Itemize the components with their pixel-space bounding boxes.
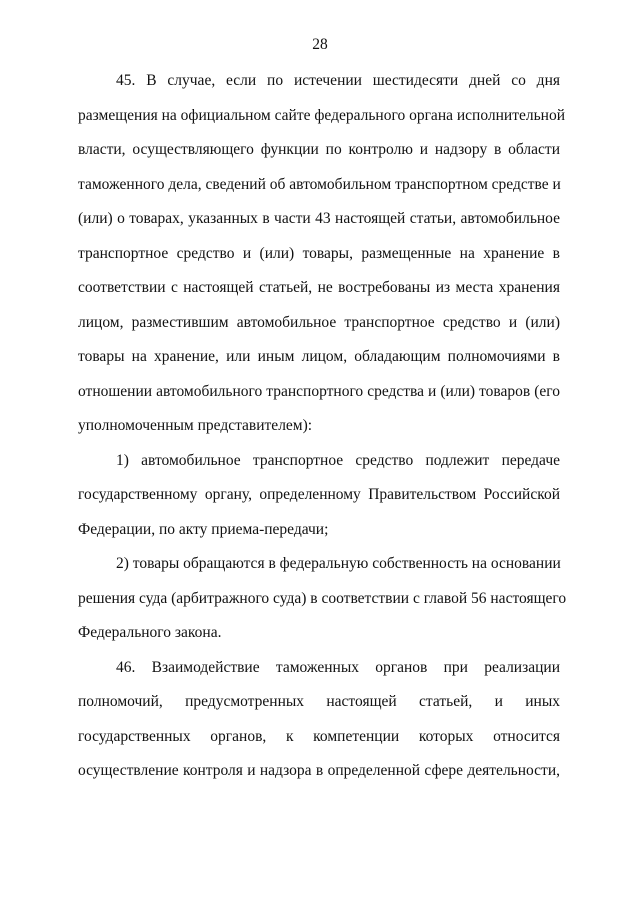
paragraph-45-line-6: транспортное средство и (или) товары, размещенные на хранение в: [78, 245, 560, 262]
paragraph-45-line-8: лицом, разместившим автомобильное транспортное средство и (или): [78, 314, 560, 331]
paragraph-45-line-4: таможенного дела, сведений об автомобильном транспортном средстве и: [78, 176, 561, 193]
paragraph-45-line-5: (или) о товарах, указанных в части 43 настоящей статьи, автомобильное: [78, 210, 560, 227]
paragraph-45-line-10: отношении автомобильного транспортного средства и (или) товаров (его: [78, 383, 560, 400]
paragraph-45-line-2: размещения на официальном сайте федерального органа исполнительной: [78, 107, 566, 124]
item-2-line-3: Федерального закона.: [78, 624, 222, 641]
paragraph-46-line-2: полномочий, предусмотренных настоящей статьей, и иных: [78, 693, 560, 710]
paragraph-45-line-1: 45. В случае, если по истечении шестидесяти дней со дня: [116, 72, 560, 89]
page-number: 28: [312, 36, 328, 53]
paragraph-46-line-3: государственных органов, к компетенции которых относится: [78, 728, 560, 745]
item-2-line-2: решения суда (арбитражного суда) в соответствии с главой 56 настоящего: [78, 590, 567, 607]
paragraph-45-line-3: власти, осуществляющего функции по контролю и надзору в области: [78, 141, 560, 158]
paragraph-45-line-11: уполномоченным представителем):: [78, 417, 313, 434]
item-1-line-3: Федерации, по акту приема-передачи;: [78, 521, 329, 538]
item-1-line-2: государственному органу, определенному Правительством Российской: [78, 486, 560, 503]
item-1-line-1: 1) автомобильное транспортное средство подлежит передаче: [116, 452, 560, 469]
paragraph-45-line-7: соответствии с настоящей статьей, не востребованы из места хранения: [78, 279, 560, 296]
paragraph-45-line-9: товары на хранение, или иным лицом, обладающим полномочиями в: [78, 348, 560, 365]
paragraph-46-line-4: осуществление контроля и надзора в определенной сфере деятельности,: [78, 762, 560, 779]
paragraph-46-line-1: 46. Взаимодействие таможенных органов при реализации: [116, 659, 560, 676]
item-2-line-1: 2) товары обращаются в федеральную собственность на основании: [116, 555, 561, 572]
